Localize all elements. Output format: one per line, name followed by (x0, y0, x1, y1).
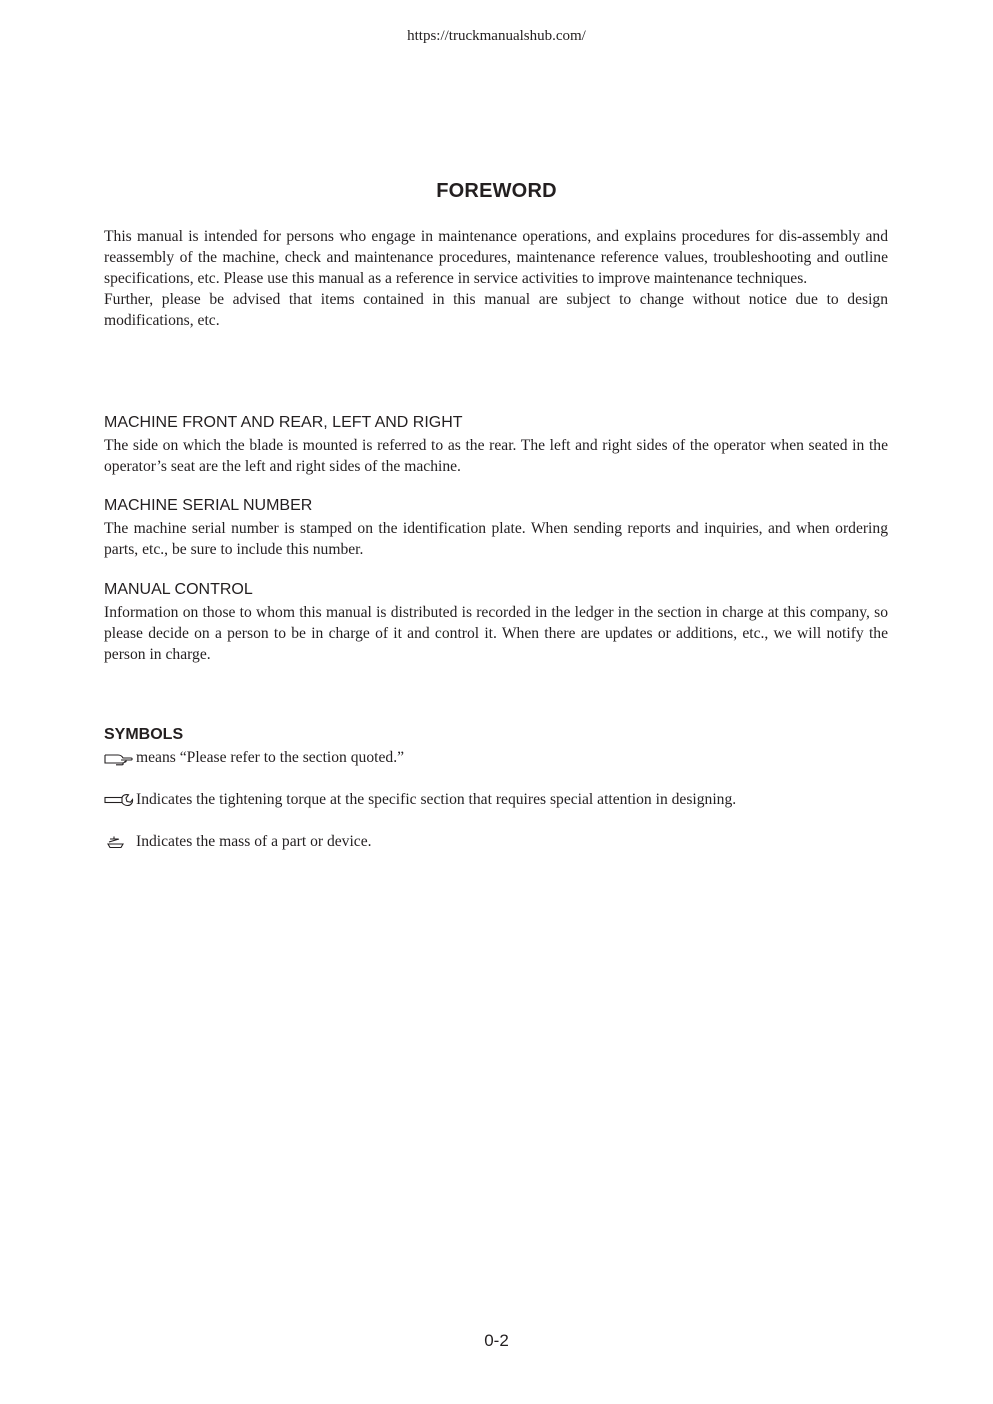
page-title: FOREWORD (436, 180, 557, 202)
symbol-text: means “Please refer to the section quoted.” (136, 749, 405, 766)
pointing-hand-icon (104, 749, 136, 767)
symbol-row-torque (104, 789, 888, 810)
section-text: Information on those to whom this manual is distributed is recorded in the ledger in the section in charge at this company, so please decide on a person to be in charge of it and control it. When there are updates or additions, etc., we will notify the person in charge. (104, 604, 888, 663)
scale-weight-icon (104, 833, 136, 851)
section-serial-number (104, 496, 888, 560)
intro-paragraph-2: Further, please be advised that items contained in this manual are subject to change without notice due to design modifications, etc. (104, 291, 888, 329)
section-front-rear (104, 413, 888, 477)
symbol-text: Indicates the mass of a part or device. (136, 833, 372, 850)
section-heading: MACHINE FRONT AND REAR, LEFT AND RIGHT (104, 414, 463, 431)
section-heading: MACHINE SERIAL NUMBER (104, 497, 313, 514)
section-text: The machine serial number is stamped on the identification plate. When sending reports and inquiries, and when ordering parts, etc., be sure to include this number. (104, 520, 888, 558)
symbol-row-mass (104, 831, 888, 852)
page-number: 0-2 (484, 1331, 509, 1350)
symbols-section (104, 725, 888, 852)
symbol-row-reference (104, 747, 888, 768)
section-text: The side on which the blade is mounted is referred to as the rear. The left and right sides of the operator when seated in the operator’s seat are the left and right sides of the machine. (104, 437, 888, 475)
header-url[interactable]: https://truckmanualshub.com/ (407, 28, 586, 44)
symbol-text: Indicates the tightening torque at the specific section that requires special attention in designing. (136, 791, 737, 808)
section-manual-control (104, 580, 888, 665)
symbols-heading: SYMBOLS (104, 726, 184, 743)
intro-paragraph-1: This manual is intended for persons who engage in maintenance operations, and explains procedures for dis-assembly and reassembly of the machine, check and maintenance procedures, maintenance reference values, troubleshooting and outline specifications, etc. Please use this manual as a reference in service activities to improve maintenance techniques. (104, 228, 888, 287)
intro-block (104, 226, 888, 331)
wrench-icon (104, 791, 136, 809)
section-heading: MANUAL CONTROL (104, 581, 253, 598)
